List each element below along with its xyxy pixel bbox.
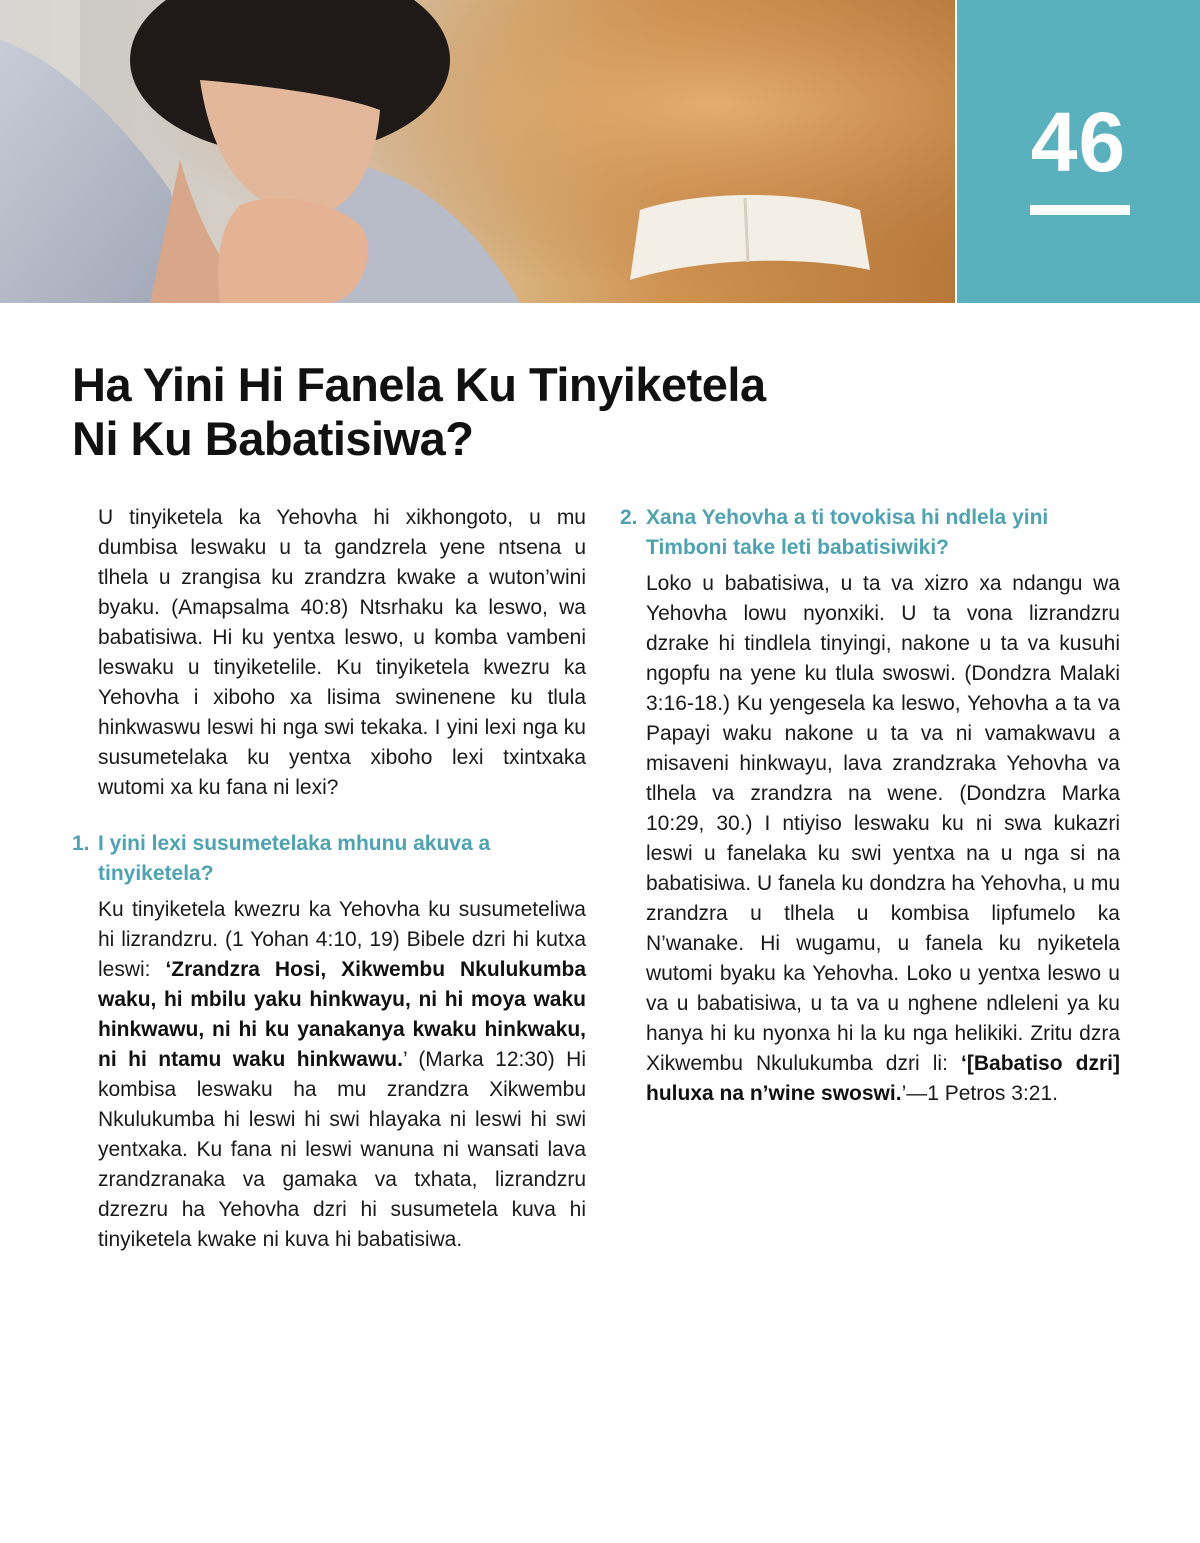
answer-1-text: Ku tinyiketela kwezru ka Yehovha ku susumeteliwa hi lizrandzru. (1 Yohan 4:10, 19) Bibele dzri hi kutxa leswi:	[98, 898, 586, 981]
answer-1-text-end: ’ (Marka 12:30) Hi kombisa leswaku ha mu zrandzra Xikwembu Nkulukumba hi leswi hi swi hlayaka ni leswi hi swi yentxaka. Ku fana ni leswi wanuna ni wansati lava zrandzranaka va gamaka va txhata, lizrandzru dzrezru ha Yehovha dzri hi susumetela kuva hi tinyiketela kwake ni kuva hi babatisiwa.	[98, 1048, 586, 1251]
left-column	[72, 503, 586, 1255]
question-2-text: Xana Yehovha a ti tovokisa hi ndlela yini Timboni take leti babatisiwiki?	[646, 506, 1049, 559]
intro-paragraph: U tinyiketela ka Yehovha hi xikhongoto, u mu dumbisa leswaku u ta gandzrela yene ntsena u tlhela u zrangisa ku zrandzra kwake a wuton’wini byaku. (Amapsalma 40:8) Ntsrhaku ka leswo, wa babatisiwa. Hi ku yentxa leswo, u komba vambeni leswaku u tinyiketelile. Ku tinyiketela kwezru ka Yehovha i xiboho xa lisima swinenene ku tlula hinkwaswu leswi hi nga swi tekaka. I yini lexi nga ku susumetelaka ku yentxa xiboho lexi txintxaka wutomi xa ku fana ni lexi?	[98, 506, 586, 799]
page-title-line-1: Ha Yini Hi Fanela Ku Tinyiketela	[72, 358, 766, 411]
page-title	[72, 358, 932, 466]
question-2-heading	[620, 503, 1120, 563]
question-2-number: 2.	[620, 506, 638, 529]
page-title-line-2: Ni Ku Babatisiwa?	[72, 412, 474, 465]
answer-2-quote: ‘[Babatiso dzri] huluxa na n’wine swoswi.	[646, 1052, 1120, 1105]
question-1-number: 1.	[72, 832, 90, 855]
lesson-number-underline	[1030, 205, 1130, 215]
header-photo	[0, 0, 955, 303]
question-1-answer	[98, 895, 586, 1255]
question-1-heading	[72, 829, 586, 889]
answer-1-quote: ‘Zrandzra Hosi, Xikwembu Nkulukumba waku, hi mbilu yaku hinkwayu, ni hi moya waku hinkwawu, ni hi ku yanakanya kwaku hinkwaku, ni hi ntamu waku hinkwawu.	[98, 958, 586, 1071]
answer-2-text: Loko u babatisiwa, u ta va xizro xa ndangu wa Yehovha lowu nyonxiki. U ta vona lizrandzru dzrake hi tindlela tinyingi, nakone u ta va kusuhi ngopfu na yene ku tlula swoswi. (Dondzra Malaki 3:16-18.) Ku yengesela ka leswo, Yehovha a ta va Papayi waku nakone u ta va ni vamakwavu a misaveni hinkwayu, lava zrandzraka Yehovha va tlhela va zrandzra na wene. (Dondzra Marka 10:29, 30.) I ntiyiso leswaku ku ni swa kukazri leswi u fanelaka ku swi yentxa na u nga si na babatisiwa. U fanela ku dondzra ha Yehovha, u mu zrandzra u tlhela u kombisa lipfumelo ka N’wanake. Hi wugamu, u fanela ku nyiketela wutomi byaku ka Yehovha. Loko u yentxa leswo u va u babatisiwa, u ta va u nghene ndleleni ya ku hanya hi ku nyonxa hi la ku nga helikiki. Zritu dzra Xikwembu Nkulukumba dzri li:	[646, 572, 1120, 1075]
praying-man-illustration	[0, 0, 955, 303]
question-1-text: I yini lexi susumetelaka mhunu akuva a tinyiketela?	[98, 832, 491, 885]
lesson-number: 46	[1030, 95, 1127, 189]
right-column	[620, 503, 1120, 1109]
answer-2-text-end: ’—1 Petros 3:21.	[901, 1082, 1058, 1105]
question-2-answer	[620, 569, 1120, 1109]
lesson-number-panel	[957, 0, 1200, 303]
